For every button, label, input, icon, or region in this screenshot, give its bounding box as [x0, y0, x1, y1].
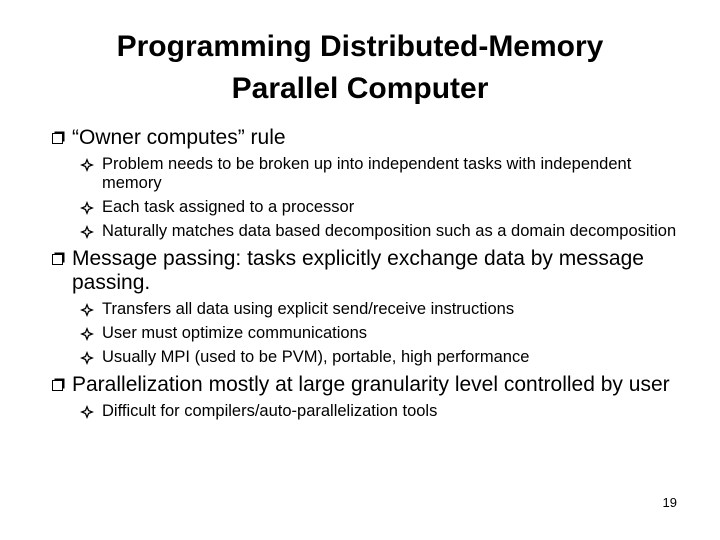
diamond-star-bullet-icon — [80, 351, 94, 365]
sub-bullet-text: Naturally matches data based decomposition such as a domain decomposition — [102, 222, 677, 240]
slide-title-line-2: Parallel Computer — [231, 72, 489, 105]
slide-title-line-1: Programming Distributed-Memory — [116, 30, 604, 63]
diamond-star-bullet-icon — [80, 225, 94, 239]
bullet-item-1 — [52, 126, 692, 150]
bullet-list — [52, 126, 692, 427]
sub-bullet-item — [78, 324, 692, 343]
sub-bullet-text: Difficult for compilers/auto-parallelization tools — [102, 402, 438, 420]
sub-bullet-list-1 — [78, 155, 692, 241]
sub-bullet-item — [78, 155, 692, 193]
bullet-item-2-text: Message passing: tasks explicitly exchange data by message passing. — [72, 247, 644, 294]
sub-bullet-text: Each task assigned to a processor — [102, 198, 355, 216]
sub-bullet-text: Problem needs to be broken up into independent tasks with independent memory — [102, 155, 632, 192]
hollow-square-bullet-icon — [52, 378, 65, 391]
diamond-star-bullet-icon — [80, 327, 94, 341]
sub-bullet-list-3 — [78, 402, 692, 421]
diamond-star-bullet-icon — [80, 158, 94, 172]
sub-bullet-item — [78, 348, 692, 367]
page-number: 19 — [662, 495, 677, 510]
diamond-star-bullet-icon — [80, 201, 94, 215]
sub-bullet-item — [78, 198, 692, 217]
sub-bullet-text: User must optimize communications — [102, 324, 367, 342]
sub-bullet-item — [78, 222, 692, 241]
slide-title — [0, 26, 720, 110]
diamond-star-bullet-icon — [80, 303, 94, 317]
bullet-item-2 — [52, 247, 692, 295]
bullet-item-3-text: Parallelization mostly at large granularity level controlled by user — [72, 373, 670, 396]
sub-bullet-item — [78, 402, 692, 421]
bullet-group-2 — [52, 247, 692, 367]
bullet-item-1-text: “Owner computes” rule — [72, 126, 286, 149]
sub-bullet-text: Usually MPI (used to be PVM), portable, high performance — [102, 348, 530, 366]
sub-bullet-item — [78, 300, 692, 319]
diamond-star-bullet-icon — [80, 405, 94, 419]
bullet-group-1 — [52, 126, 692, 241]
bullet-item-3 — [52, 373, 692, 397]
sub-bullet-list-2 — [78, 300, 692, 367]
hollow-square-bullet-icon — [52, 131, 65, 144]
bullet-group-3 — [52, 373, 692, 421]
hollow-square-bullet-icon — [52, 252, 65, 265]
sub-bullet-text: Transfers all data using explicit send/receive instructions — [102, 300, 515, 318]
